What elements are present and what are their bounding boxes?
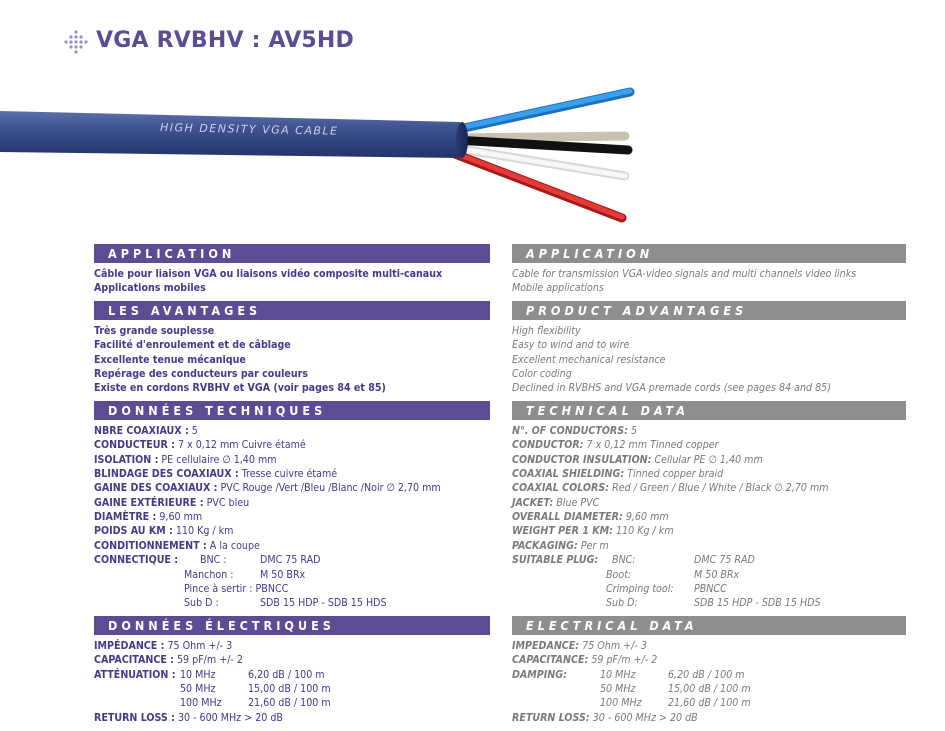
- spec-value: 30 - 600 MHz > 20 dB: [177, 711, 283, 724]
- fr-technique-heading: DONNÉES TECHNIQUES: [94, 401, 490, 420]
- spec-label: ATTÉNUATION :: [94, 668, 176, 681]
- spec-value: 7 x 0,12 mm Tinned copper: [586, 439, 719, 452]
- spec-value: 75 Ohm +/- 3: [582, 639, 647, 652]
- connector-name: Crimping tool:: [606, 583, 674, 596]
- spec-label: CONDUCTEUR :: [94, 439, 175, 452]
- spec-label: BLINDAGE DES COAXIAUX :: [94, 467, 239, 480]
- list-item: Applications mobiles: [94, 282, 206, 295]
- attenuation-row: [512, 682, 906, 696]
- spec-value: Tinned copper braid: [627, 467, 724, 480]
- attenuation-freq: 100 MHz: [600, 697, 642, 710]
- list-item: Color coding: [512, 367, 572, 380]
- brand-dots-icon: [63, 29, 89, 55]
- list-item: High flexibility: [512, 324, 581, 337]
- spec-value: PVC Rouge /Vert /Bleu /Blanc /Noir ∅ 2,70 mm: [220, 482, 441, 495]
- connector-value: M 50 BRx: [694, 568, 740, 581]
- connector-row: [94, 568, 490, 582]
- spec-row: [94, 711, 490, 725]
- list-item: Mobile applications: [512, 282, 604, 295]
- spec-row: [94, 467, 490, 481]
- spec-label: PACKAGING:: [512, 539, 578, 552]
- spec-label: POIDS AU KM :: [94, 525, 173, 538]
- connector-row: [512, 596, 906, 610]
- connector-value: DMC 75 RAD: [694, 554, 755, 567]
- fr-application-body: [94, 267, 490, 296]
- connector-row: [94, 582, 490, 596]
- spec-row: [94, 424, 490, 438]
- spec-label: ISOLATION :: [94, 453, 159, 466]
- connector-row: [94, 553, 490, 567]
- list-item: Easy to wind and to wire: [512, 339, 630, 352]
- spec-row: [512, 481, 906, 495]
- en-application-body: [512, 267, 906, 296]
- attenuation-value: 6,20 dB / 100 m: [668, 668, 745, 681]
- spec-label: RETURN LOSS:: [512, 711, 590, 724]
- spec-label: DIAMÈTRE :: [94, 511, 157, 524]
- attenuation-value: 21,60 dB / 100 m: [248, 697, 331, 710]
- connector-name: Manchon :: [184, 568, 234, 581]
- spec-row: [94, 481, 490, 495]
- connector-row: [512, 553, 906, 567]
- connector-value: SDB 15 HDP - SDB 15 HDS: [694, 597, 821, 610]
- attenuation-row: [94, 696, 490, 710]
- spec-row: [94, 510, 490, 524]
- connector-value: PBNCC: [694, 583, 727, 596]
- spec-label: CONDUCTOR:: [512, 439, 584, 452]
- spec-value: 110 Kg / km: [616, 525, 674, 538]
- spec-label: WEIGHT PER 1 KM:: [512, 525, 613, 538]
- fr-electrique-heading: DONNÉES ÉLECTRIQUES: [94, 616, 490, 635]
- connector-row: [512, 582, 906, 596]
- spec-row: [94, 496, 490, 510]
- list-item: Facilité d'enroulement et de câblage: [94, 339, 291, 352]
- spec-value: 9,60 mm: [625, 511, 669, 524]
- attenuation-value: 15,00 dB / 100 m: [248, 682, 331, 695]
- spec-row: [94, 639, 490, 653]
- spec-row: [512, 424, 906, 438]
- list-item: Câble pour liaison VGA ou liaisons vidéo composite multi-canaux: [94, 268, 443, 280]
- spec-value: 5: [191, 424, 198, 437]
- attenuation-row: [94, 682, 490, 696]
- spec-value: Blue PVC: [556, 496, 600, 509]
- cable-print-text: HIGH DENSITY VGA CABLE: [159, 121, 339, 138]
- spec-value: 59 pF/m +/- 2: [591, 654, 658, 667]
- spec-row: [512, 438, 906, 452]
- spec-value: 30 - 600 MHz > 20 dB: [592, 711, 698, 724]
- coax-wires: [455, 91, 630, 218]
- spec-label: N°. OF CONDUCTORS:: [512, 424, 628, 437]
- spec-value: PE cellulaire ∅ 1,40 mm: [161, 453, 277, 466]
- spec-row: [94, 539, 490, 553]
- spec-label: IMPEDANCE:: [512, 639, 580, 652]
- fr-application-heading: APPLICATION: [94, 244, 490, 263]
- connector-value: SDB 15 HDP - SDB 15 HDS: [260, 597, 387, 610]
- spec-row: [512, 524, 906, 538]
- english-column: [512, 244, 906, 730]
- list-item: Excellente tenue mécanique: [94, 353, 246, 366]
- attenuation-value: 15,00 dB / 100 m: [668, 682, 751, 695]
- page-title: VGA RVBHV : AV5HD: [96, 28, 355, 53]
- spec-label: COAXIAL SHIELDING:: [512, 467, 625, 480]
- en-advantages-heading: PRODUCT ADVANTAGES: [512, 301, 906, 320]
- spec-value: Tresse cuivre étamé: [241, 467, 338, 480]
- connector-row: [94, 596, 490, 610]
- spec-row: [512, 510, 906, 524]
- connector-name: Pince à sertir :: [184, 583, 253, 596]
- spec-label: CONDITIONNEMENT :: [94, 539, 207, 552]
- connector-name: Sub D :: [184, 597, 219, 610]
- spec-value: PVC bleu: [206, 496, 250, 509]
- spec-label: GAINE DES COAXIAUX :: [94, 482, 218, 495]
- spec-label: CONNECTIQUE :: [94, 554, 179, 567]
- fr-electrique-body: [94, 639, 490, 725]
- spec-label: CAPACITANCE:: [512, 654, 589, 667]
- spec-value: 59 pF/m +/- 2: [177, 654, 243, 667]
- attenuation-row: [512, 696, 906, 710]
- spec-row: [94, 453, 490, 467]
- connector-name: Sub D:: [606, 597, 638, 610]
- spec-value: Cellular PE ∅ 1,40 mm: [654, 453, 763, 466]
- spec-label: COAXIAL COLORS:: [512, 482, 610, 495]
- cable-photo: [0, 78, 945, 238]
- en-technical-body: [512, 424, 906, 611]
- list-item: Excellent mechanical resistance: [512, 353, 666, 366]
- spec-value: Per m: [580, 539, 609, 552]
- fr-avantages-body: [94, 324, 490, 396]
- fr-avantages-heading: LES AVANTAGES: [94, 301, 490, 320]
- spec-row: [512, 453, 906, 467]
- attenuation-freq: 10 MHz: [180, 668, 216, 681]
- spec-row: [512, 653, 906, 667]
- connector-value: PBNCC: [255, 583, 289, 596]
- spec-label: CONDUCTOR INSULATION:: [512, 453, 652, 466]
- spec-label: RETURN LOSS :: [94, 711, 175, 724]
- spec-label: DAMPING:: [512, 668, 567, 681]
- list-item: Declined in RVBHS and VGA premade cords (see pages 84 and 85): [512, 382, 831, 395]
- attenuation-freq: 50 MHz: [600, 682, 636, 695]
- spec-value: 7 x 0,12 mm Cuivre étamé: [177, 439, 306, 452]
- connector-name: Boot:: [606, 568, 632, 581]
- attenuation-freq: 100 MHz: [180, 697, 222, 710]
- attenuation-freq: 50 MHz: [180, 682, 216, 695]
- spec-value: 9,60 mm: [159, 511, 203, 524]
- spec-value: 75 Ohm +/- 3: [167, 639, 233, 652]
- spec-label: GAINE EXTÉRIEURE :: [94, 496, 204, 509]
- spec-row: [94, 438, 490, 452]
- french-column: [94, 244, 490, 730]
- spec-row: [512, 639, 906, 653]
- spec-label: OVERALL DIAMETER:: [512, 511, 623, 524]
- en-electrical-body: [512, 639, 906, 725]
- attenuation-freq: 10 MHz: [600, 668, 636, 681]
- en-advantages-body: [512, 324, 906, 396]
- connector-name: BNC :: [200, 554, 227, 567]
- attenuation-row: [94, 668, 490, 682]
- connector-row: [512, 568, 906, 582]
- en-technical-heading: TECHNICAL DATA: [512, 401, 906, 420]
- en-electrical-heading: ELECTRICAL DATA: [512, 616, 906, 635]
- list-item: Repérage des conducteurs par couleurs: [94, 367, 309, 380]
- spec-label: SUITABLE PLUG:: [512, 554, 599, 567]
- spec-row: [512, 711, 906, 725]
- list-item: Existe en cordons RVBHV et VGA (voir pages 84 et 85): [94, 382, 386, 395]
- attenuation-value: 21,60 dB / 100 m: [668, 697, 751, 710]
- spec-row: [512, 496, 906, 510]
- spec-row: [512, 467, 906, 481]
- spec-label: NBRE COAXIAUX :: [94, 424, 189, 437]
- spec-row: [94, 524, 490, 538]
- spec-value: 5: [630, 424, 638, 437]
- spec-label: JACKET:: [512, 496, 554, 509]
- attenuation-value: 6,20 dB / 100 m: [248, 668, 325, 681]
- en-application-heading: APPLICATION: [512, 244, 906, 263]
- spec-label: IMPÉDANCE :: [94, 639, 165, 652]
- spec-value: 110 Kg / km: [175, 525, 234, 538]
- spec-value: Red / Green / Blue / White / Black ∅ 2,70 mm: [612, 482, 829, 495]
- fr-technique-body: [94, 424, 490, 611]
- list-item: Cable for transmission VGA-video signals and multi channels video links: [512, 268, 857, 280]
- list-item: Très grande souplesse: [94, 324, 215, 337]
- spec-value: A la coupe: [209, 539, 260, 552]
- connector-value: M 50 BRx: [260, 568, 306, 581]
- spec-row: [94, 653, 490, 667]
- attenuation-row: [512, 668, 906, 682]
- connector-value: DMC 75 RAD: [260, 554, 321, 567]
- spec-row: [512, 539, 906, 553]
- connector-name: BNC:: [612, 554, 636, 567]
- spec-label: CAPACITANCE :: [94, 654, 174, 667]
